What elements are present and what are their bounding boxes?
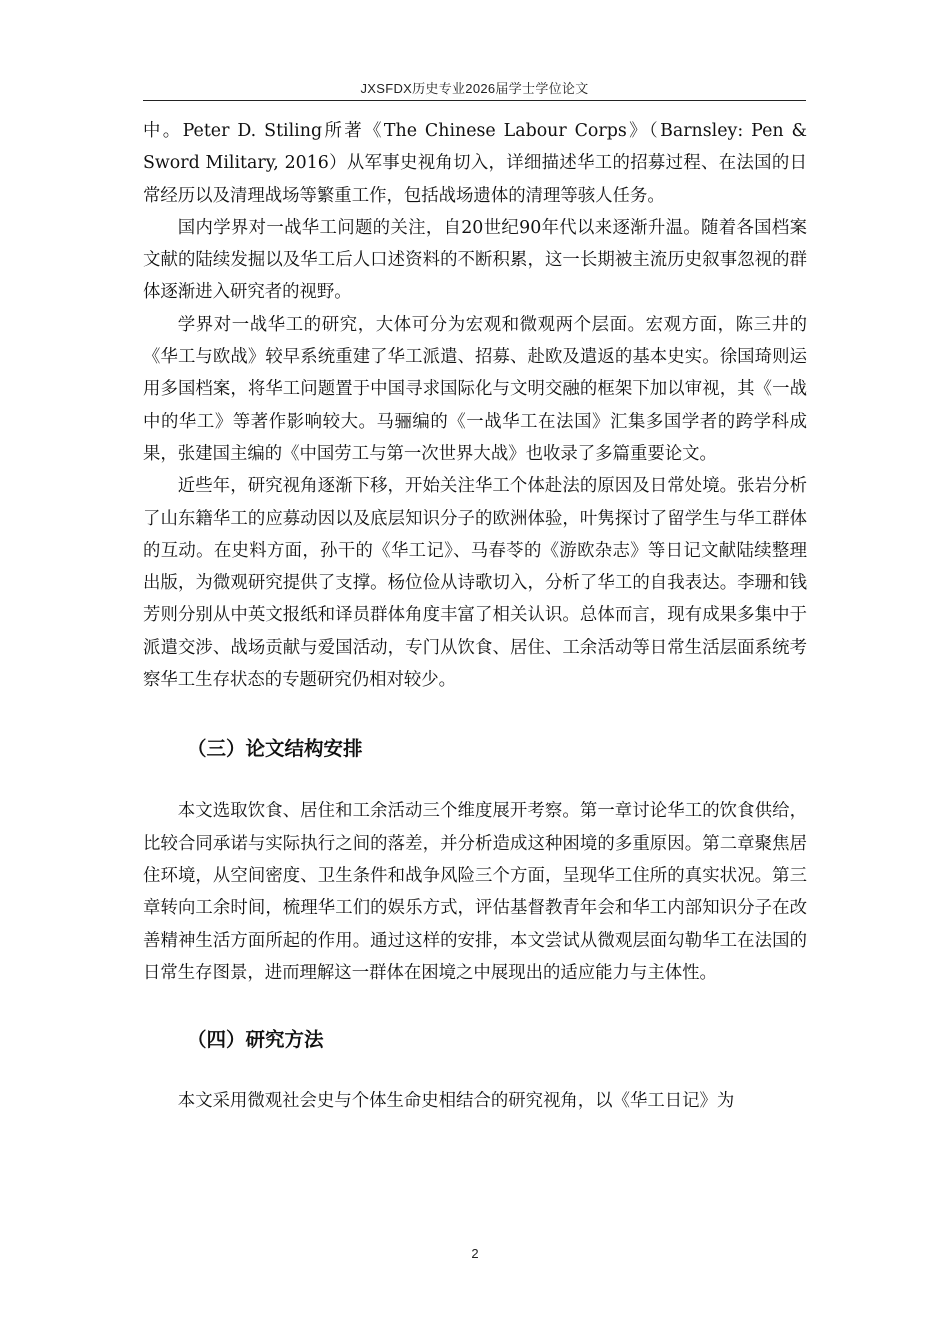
header-divider bbox=[143, 100, 806, 101]
paragraph-micro-research: 近些年，研究视角逐渐下移，开始关注华工个体赴法的原因及日常处境。张岩分析了山东籍华工的应募动因以及底层知识分子的欧洲体验，叶隽探讨了留学生与华工群体的互动。在史料方面，孙干的《华工记》、马春苓的《游欧杂志》等日记文献陆续整理出版，为微观研究提供了支撑。杨位俭从诗歌切入，分析了华工的自我表达。李珊和钱芳则分别从中英文报纸和译员群体角度丰富了相关认识。总体而言，现有成果多集中于派遣交涉、战场贡献与爱国活动，专门从饮食、居住、工余活动等日常生活层面系统考察华工生存状态的专题研究仍相对较少。 bbox=[143, 476, 807, 691]
paragraph-structure: 本文选取饮食、居住和工余活动三个维度展开考察。第一章讨论华工的饮食供给，比较合同承诺与实际执行之间的落差，并分析造成这种困境的多重原因。第二章聚焦居住环境，从空间密度、卫生条件和战争风险三个方面，呈现华工住所的真实状况。第三章转向工余时间，梳理华工们的娱乐方式，评估基督教青年会和华工内部知识分子在改善精神生活方面所起的作用。通过这样的安排，本文尝试从微观层面勾勒华工在法国的日常生存图景，进而理解这一群体在困境之中展现出的适应能力与主体性。 bbox=[143, 801, 807, 983]
paragraph-methods: 本文采用微观社会史与个体生命史相结合的研究视角，以《华工日记》为 bbox=[177, 1091, 735, 1112]
paragraph-continued: 中。Peter D. Stiling所著《The Chinese Labour Corps》（Barnsley: Pen & Sword Military, 2016）从军事史视角切入，详细描述华工的招募过程、在法国的日常经历以及清理战场等繁重工作，包括战场遗体的清理等骇人任务。 bbox=[143, 121, 807, 206]
thesis-body bbox=[143, 115, 807, 1117]
paragraph-macro-research: 学界对一战华工的研究，大体可分为宏观和微观两个层面。宏观方面，陈三井的《华工与欧战》较早系统重建了华工派遣、招募、赴欧及遣返的基本史实。徐国琦则运用多国档案，将华工问题置于中国寻求国际化与文明交融的框架下加以审视，其《一战中的华工》等著作影响较大。马骊编的《一战华工在法国》汇集多国学者的跨学科成果，张建国主编的《中国劳工与第一次世界大战》也收录了多篇重要论文。 bbox=[143, 314, 807, 464]
section-heading-structure: （三）论文结构安排 bbox=[187, 737, 363, 761]
section-heading-methods: （四）研究方法 bbox=[187, 1028, 324, 1052]
running-header: JXSFDX历史专业2026届学士学位论文 bbox=[360, 81, 589, 96]
page-number: 2 bbox=[471, 1246, 479, 1261]
paragraph-domestic-research: 国内学界对一战华工问题的关注，自20世纪90年代以来逐渐升温。随着各国档案文献的陆续发掘以及华工后人口述资料的不断积累，这一长期被主流历史叙事忽视的群体逐渐进入研究者的视野。 bbox=[143, 217, 807, 303]
